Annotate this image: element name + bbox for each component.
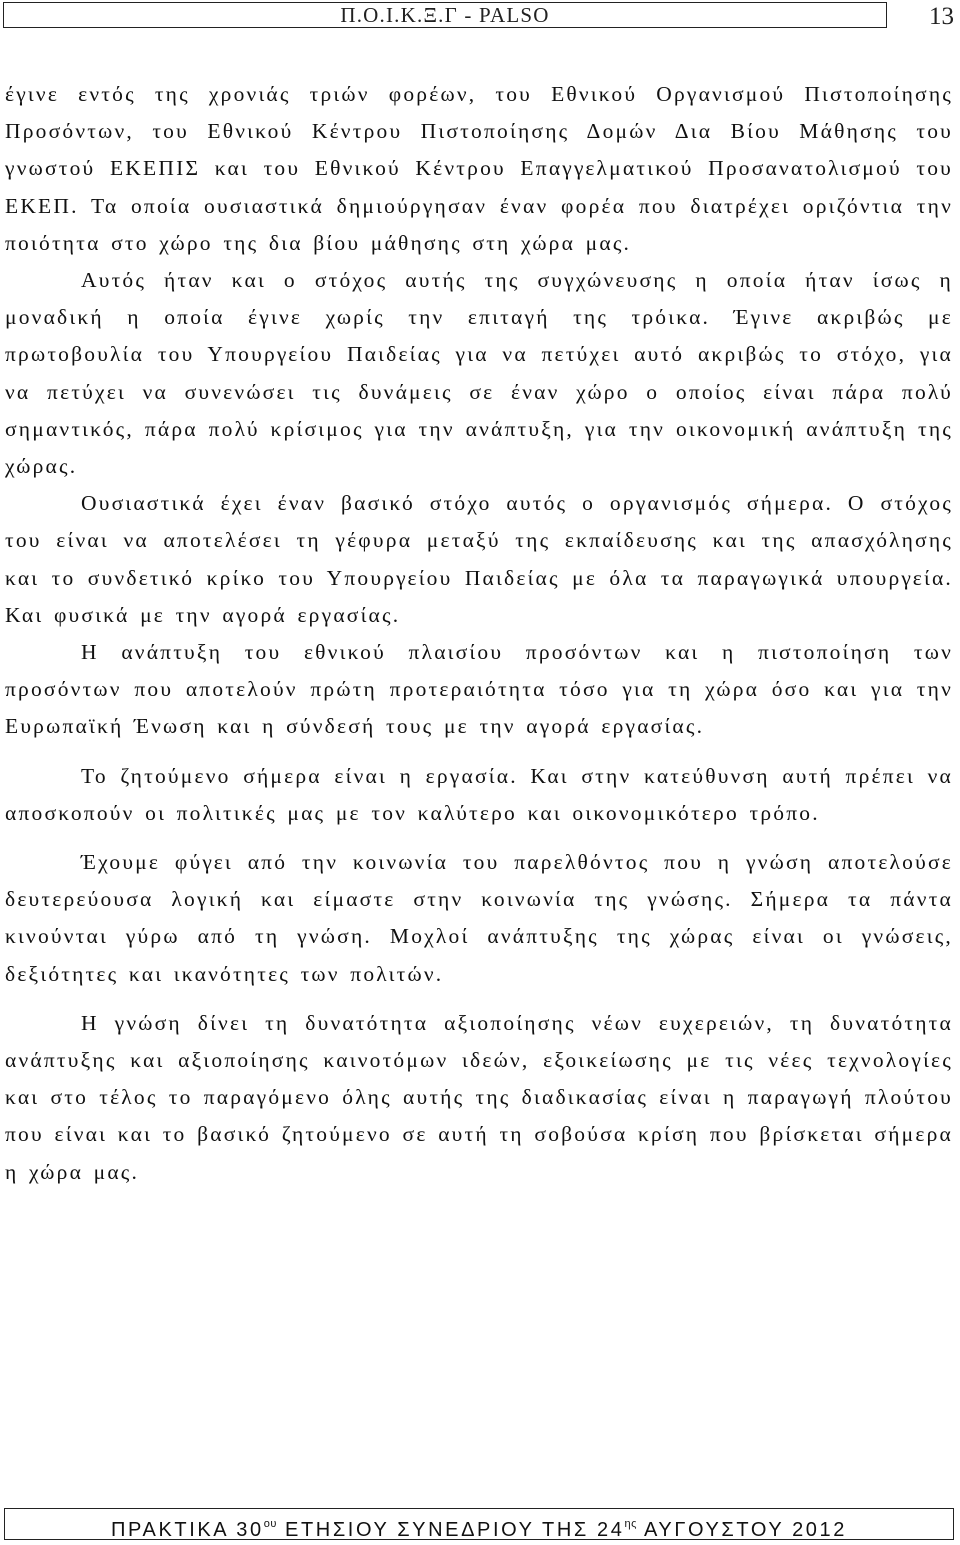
paragraph-5: Το ζητούμενο σήμερα είναι η εργασία. Και στην κατεύθυνση αυτή πρέπει να αποσκοπούν οι πολιτικές μας με τον καλύτερο και οικονομικότερο τρόπο. xyxy=(5,763,953,825)
footer-text-1: ΠΡΑΚΤΙΚΑ 30 xyxy=(111,1519,264,1541)
paragraph-2: Αυτός ήταν και ο στόχος αυτής της συγχώνευσης η οποία ήταν ίσως η μοναδική η οποία έγινε χωρίς την επιταγή της τρόικα. Έγινε ακριβώς με πρωτοβουλία του Υπουργείου Παιδείας για να πετύχει αυτό ακριβώς το στόχο, για να πετύχει να συνενώσει τις δυνάμεις σε έναν χώρο ο οποίος είναι πάρα πολύ σημαντικός, πάρα πολύ κρίσιμος για την ανάπτυξη, για την οικονομική ανάπτυξη της χώρας. xyxy=(5,268,953,479)
paragraph-4: Η ανάπτυξη του εθνικού πλαισίου προσόντων και η πιστοποίηση των προσόντων που αποτελούν πρώτη προτεραιότητα τόσο για τη χώρα όσο και για την Ευρωπαϊκή Ένωση και η σύνδεσή τους με την αγορά εργασίας. xyxy=(5,640,953,739)
header-title: Π.Ο.Ι.Κ.Ξ.Γ - PALSO xyxy=(340,3,550,27)
footer-text-3: ΑΥΓΟΥΣΤΟΥ 2012 xyxy=(636,1519,847,1541)
footer-ordinal-2: ης xyxy=(624,1518,637,1530)
page-number: 13 xyxy=(929,3,954,30)
document-body xyxy=(5,76,953,1191)
paragraph-1: έγινε εντός της χρονιάς τριών φορέων, του Εθνικού Οργανισμού Πιστοποίησης Προσόντων, του Εθνικού Κέντρου Πιστοποίησης Δομών Δια Βίου Μάθησης του γνωστού ΕΚΕΠΙΣ και του Εθνικού Κέντρου Επαγγελματικού Προσανατολισμού του ΕΚΕΠ. Τα οποία ουσιαστικά δημιούργησαν έναν φορέα που διατρέχει οριζόντια την ποιότητα στο χώρο της δια βίου μάθησης στη χώρα μας. xyxy=(5,82,953,255)
footer-text-2: ΕΤΗΣΙΟΥ ΣΥΝΕΔΡΙΟΥ ΤΗΣ 24 xyxy=(276,1519,625,1541)
running-header xyxy=(3,2,887,28)
paragraph-6: Έχουμε φύγει από την κοινωνία του παρελθόντος που η γνώση αποτελούσε δευτερεύουσα λογική και είμαστε στην κοινωνία της γνώσης. Σήμερα τα πάντα κινούνται γύρω από τη γνώση. Μοχλοί ανάπτυξης της χώρας είναι οι γνώσεις, δεξιότητες και ικανότητες των πολιτών. xyxy=(5,850,953,986)
paragraph-7: Η γνώση δίνει τη δυνατότητα αξιοποίησης νέων ευχερειών, τη δυνατότητα ανάπτυξης και αξιοποίησης καινοτόμων ιδεών, εξοικείωσης με τις νέες τεχνολογίες και στο τέλος το παραγόμενο όλης αυτής της διαδικασίας είναι η παραγωγή πλούτου που είναι και το βασικό ζητούμενο σε αυτή τη σοβούσα κρίση που βρίσκεται σήμερα η χώρα μας. xyxy=(5,1010,953,1184)
running-footer xyxy=(4,1508,954,1540)
paragraph-3: Ουσιαστικά έχει έναν βασικό στόχο αυτός ο οργανισμός σήμερα. Ο στόχος του είναι να αποτελέσει τη γέφυρα μεταξύ της εκπαίδευσης και της απασχόλησης και το συνδετικό κρίκο του Υπουργείου Παιδείας με όλα τα παραγωγικά υπουργεία. Και φυσικά με την αγορά εργασίας. xyxy=(5,491,953,627)
footer-ordinal-1: ου xyxy=(263,1518,277,1530)
